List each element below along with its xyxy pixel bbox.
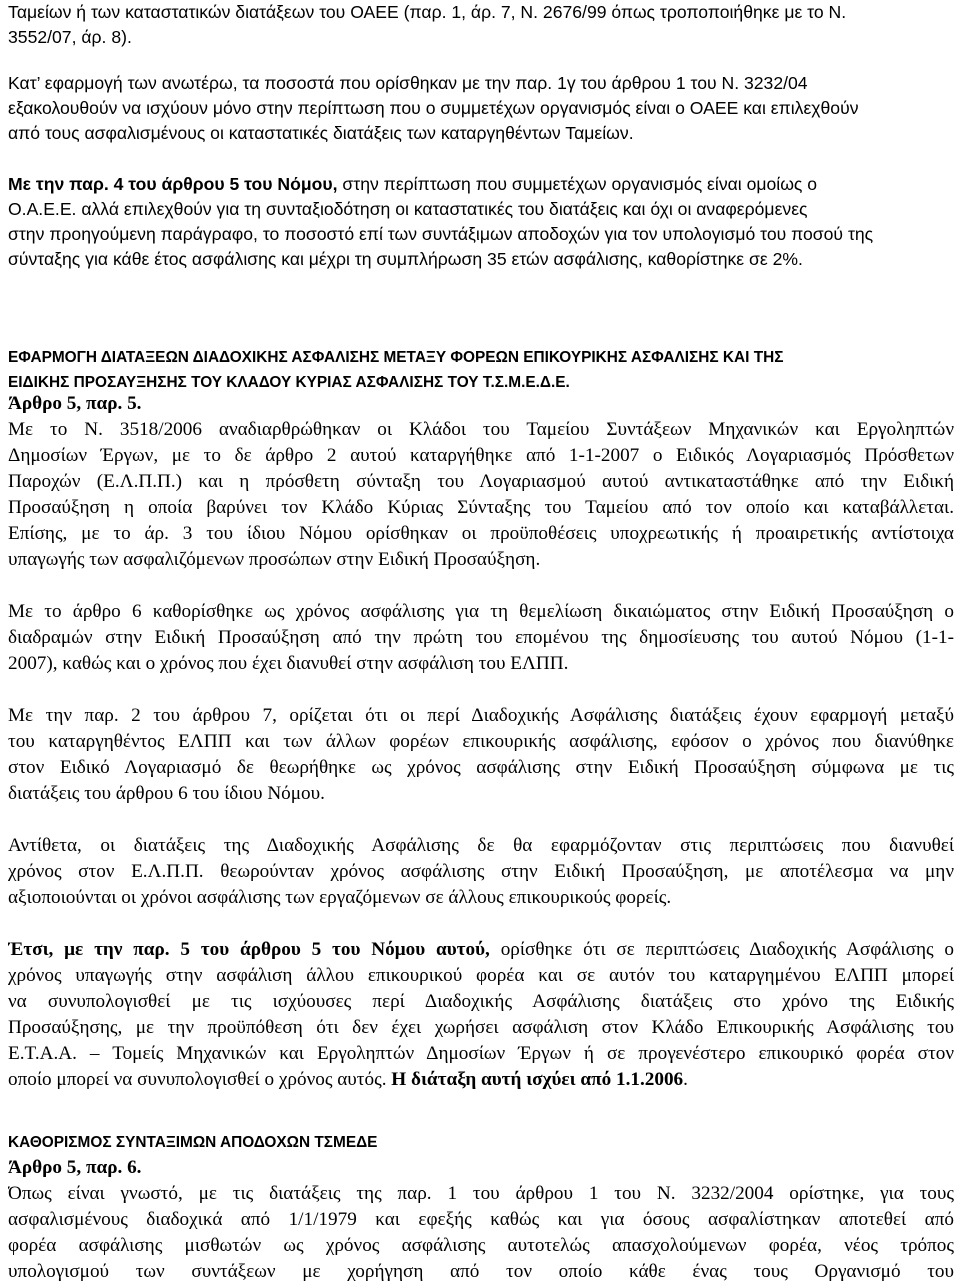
section-heading-2: ΚΑΘΟΡΙΣΜΟΣ ΣΥΝΤΑΞΙΜΩΝ ΑΠΟΔΟΧΩΝ ΤΣΜΕΔΕ [8,1134,378,1151]
text-line: Κατ’ εφαρμογή των ανωτέρω, τα ποσοστά που ορίσθηκαν με την παρ. 1γ του άρθρου 1 του Ν. 3232/04 [8,73,808,93]
text-line: από τους ασφαλισμένους οι καταστατικές διατάξεις των καταργηθέντων Ταμείων. [8,123,634,143]
text-line: διατάξεις του άρθρου 6 του ίδιου Νόμου. [8,783,325,804]
bold-lead: Με την παρ. 4 του άρθρου 5 του Νόμου, [8,174,338,194]
text-line: 2007), καθώς και ο χρόνος που έχει διανυθεί στην ασφάλιση του ΕΛΠΠ. [8,653,569,674]
text-line: Παροχών (Ε.Λ.Π.Π.) και η πρόσθετη σύνταξη του Λογαριασμού αυτού αντικαταστάθηκε από την Ειδική [8,471,954,492]
text-line: να συνυπολογισθεί με τις ισχύουσες περί Διαδοχικής Ασφάλισης διατάξεις στο χρόνο της Ειδικής [8,991,954,1012]
text-line: ασφαλισμένους διαδοχικά από 1/1/1979 και εφεξής καθώς και για όσους ασφαλίστηκαν αποτεθεί από [8,1209,954,1230]
text-line: φορέα ασφάλισης μισθωτών ως χρόνος ασφάλισης αυτοτελώς απασχολούμενων φορέα, νέος τρόπος [8,1235,954,1256]
text-line: Ε.Τ.Α.Α. – Τομείς Μηχανικών και Εργοληπτών Δημοσίων Έργων ή σε προγενέστερο επικουρικό φορέα στον [8,1043,954,1064]
paragraph-percentages [8,71,954,146]
bold-lead: Έτσι, με την παρ. 5 του άρθρου 5 του Νόμου αυτού, [8,939,490,960]
text-line: εξακολουθούν να ισχύουν μόνο στην περίπτωση που ο συμμετέχων οργανισμός είναι ο ΟΑΕΕ και επιλεχθούν [8,98,859,118]
text-line: στον Ειδικό Λογαριασμό δε θεωρήθηκε ως χρόνος ασφάλισης στην Ειδική Προσαύξηση σύμφωνα με τις [8,757,954,778]
text-line: χρόνος στον Ε.Λ.Π.Π. θεωρούνταν χρόνος ασφάλισης στην Ειδική Προσαύξηση, με αποτέλεσμα να μην [8,861,954,882]
paragraph-continuation [8,0,954,50]
text-line: οποίο μπορεί να συνυπολογισθεί ο χρόνος αυτός. Η διάταξη αυτή ισχύει από 1.1.2006. [8,1069,688,1090]
text-line: του καταργηθέντος ΕΛΠΠ και των άλλων φορέων επικουρικής ασφάλισης, εφόσον ο χρόνος που διανύθηκε [8,731,954,752]
text-line: υπολογισμού των συντάξεων με χορήγηση από τον οποίο κάθε ένας τους Οργανισμό του [8,1261,954,1282]
article-ref: Άρθρο 5, παρ. 6. [8,1157,142,1178]
text-line: Προσαύξησης, με την προϋπόθεση ότι δεν έχει χωρήσει ασφάλιση στον Κλάδο Επικουρικής Ασφάλισης του [8,1017,954,1038]
text-line: 3552/07, άρ. 8). [8,27,132,47]
text-line: Με την παρ. 4 του άρθρου 5 του Νόμου, στην περίπτωση που συμμετέχων οργανισμός είναι ομοίως ο [8,174,818,194]
text-line: Έτσι, με την παρ. 5 του άρθρου 5 του Νόμου αυτού, ορίσθηκε ότι σε περιπτώσεις Διαδοχικής Ασφάλισης ο [8,939,954,960]
section-body-2 [8,1155,954,1285]
text-line: Αντίθετα, οι διατάξεις της Διαδοχικής Ασφάλισης δε θα εφαρμόζονταν στις περιπτώσεις που διανυθεί [8,835,954,856]
text-line: Με το Ν. 3518/2006 αναδιαρθρώθηκαν οι Κλάδοι του Ταμείου Συντάξεων Μηχανικών και Εργοληπτών [8,419,954,440]
text-line: αξιοποιούνται οι χρόνοι ασφάλισης των εργαζόμενων σε άλλους επικουρικούς φορείς. [8,887,672,908]
text-line: διαδραμών στην Ειδική Προσαύξηση από την πρώτη του επομένου της δημοσίευσης του αυτού Νόμου (1-1- [8,627,954,648]
text-line: Ταμείων ή των καταστατικών διατάξεων του ΟΑΕΕ (παρ. 1, άρ. 7, Ν. 2676/99 όπως τροποποιήθηκε με το Ν. [8,2,847,22]
text-line: Επίσης, με το άρ. 3 του ίδιου Νόμου ορίσθηκαν οι προϋποθέσεις υποχρεωτικής ή προαιρετικής αντίστοιχα [8,523,954,544]
text-line: Δημοσίων Έργων, με το δε άρθρο 2 αυτού καταργήθηκε από 1-1-2007 ο Ειδικός Λογαριασμός Πρόσθετων [8,445,954,466]
text-line: Με την παρ. 2 του άρθρου 7, ορίζεται ότι οι περί Διαδοχικής Ασφάλισης διατάξεις έχουν εφαρμογή μεταξύ [8,705,954,726]
text-line: χρόνος υπαγωγής στην ασφάλιση άλλου επικουρικού φορέα και σε αυτόν του καταργημένου ΕΛΠΠ μπορεί [8,965,954,986]
text-line: Με το άρθρο 6 καθορίσθηκε ως χρόνος ασφάλισης για τη θεμελίωση δικαιώματος στην Ειδική Προσαύξηση ο [8,601,954,622]
text-line: υπαγωγής των ασφαλιζόμενων προσώπων στην Ειδική Προσαύξηση. [8,549,541,570]
text-line: στην προηγούμενη παράγραφο, το ποσοστό επί των συντάξιμων αποδοχών για τον υπολογισμό του ποσού της [8,224,874,244]
bold-effective-date: Η διάταξη αυτή ισχύει από 1.1.2006 [391,1069,684,1090]
text-line: Ο.Α.Ε.Ε. αλλά επιλεχθούν για τη συνταξιοδότηση οι καταστατικές του διατάξεις και όχι οι αναφερόμενες [8,199,808,219]
paragraph-article-5-par-4 [8,172,954,272]
section-heading: ΕΦΑΡΜΟΓΗ ΔΙΑΤΑΞΕΩΝ ΔΙΑΔΟΧΙΚΗΣ ΑΣΦΑΛΙΣΗΣ ΜΕΤΑΞΥ ΦΟΡΕΩΝ ΕΠΙΚΟΥΡΙΚΗΣ ΑΣΦΑΛΙΣΗΣ ΚΑΙ ΤΗΣ ΕΙΔΙΚΗΣ ΠΡΟΣΑΥΞΗΣΗΣ ΤΟΥ ΚΛΑΔΟΥ ΚΥΡΙΑΣ ΑΣΦΑΛΙΣΗΣ ΤΟΥ Τ.Σ.Μ.Ε.Δ.Ε. [8,349,784,391]
text-line: Όπως είναι γνωστό, με τις διατάξεις της παρ. 1 του άρθρου 1 του Ν. 3232/2004 ορίστηκε, για τους [8,1183,954,1204]
text-line: Προσαύξηση η οποία βαρύνει τον Κλάδο Κύριας Σύνταξης του Ταμείου από τον οποίο και καταβάλλεται. [8,497,954,518]
article-ref: Άρθρο 5, παρ. 5. [8,393,142,414]
text-line: σύνταξης για κάθε έτος ασφάλισης και μέχρι τη συμπλήρωση 35 ετών ασφάλισης, καθορίστηκε σε 2%. [8,249,803,269]
section-body [8,391,954,1093]
